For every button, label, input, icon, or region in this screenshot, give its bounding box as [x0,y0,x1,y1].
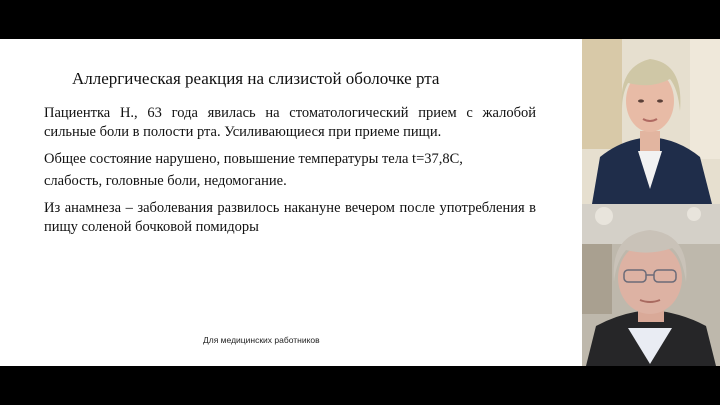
participant-video-1[interactable] [582,39,720,204]
participant-video-2[interactable] [582,204,720,366]
slide-footer: Для медицинских работников [203,335,320,345]
slide-paragraph: Пациентка Н., 63 года явилась на стоматологический прием с жалобой сильные боли в полости рта. Усиливающиеся при приеме пищи. [44,105,536,140]
participant-portrait-2 [582,204,720,366]
slide-paragraph: Общее состояние нарушено, повышение температуры тела t=37,8С, [44,151,463,167]
slide-paragraph: Из анамнеза – заболевания развилось накануне вечером после употребления в пищу соленой бочковой помидоры [44,200,536,235]
presentation-slide [0,39,582,366]
slide-title: Аллергическая реакция на слизистой оболочке рта [72,69,440,88]
slide-body [44,104,536,245]
participant-portrait-1 [582,39,720,204]
slide-paragraph: слабость, головные боли, недомогание. [44,173,287,189]
